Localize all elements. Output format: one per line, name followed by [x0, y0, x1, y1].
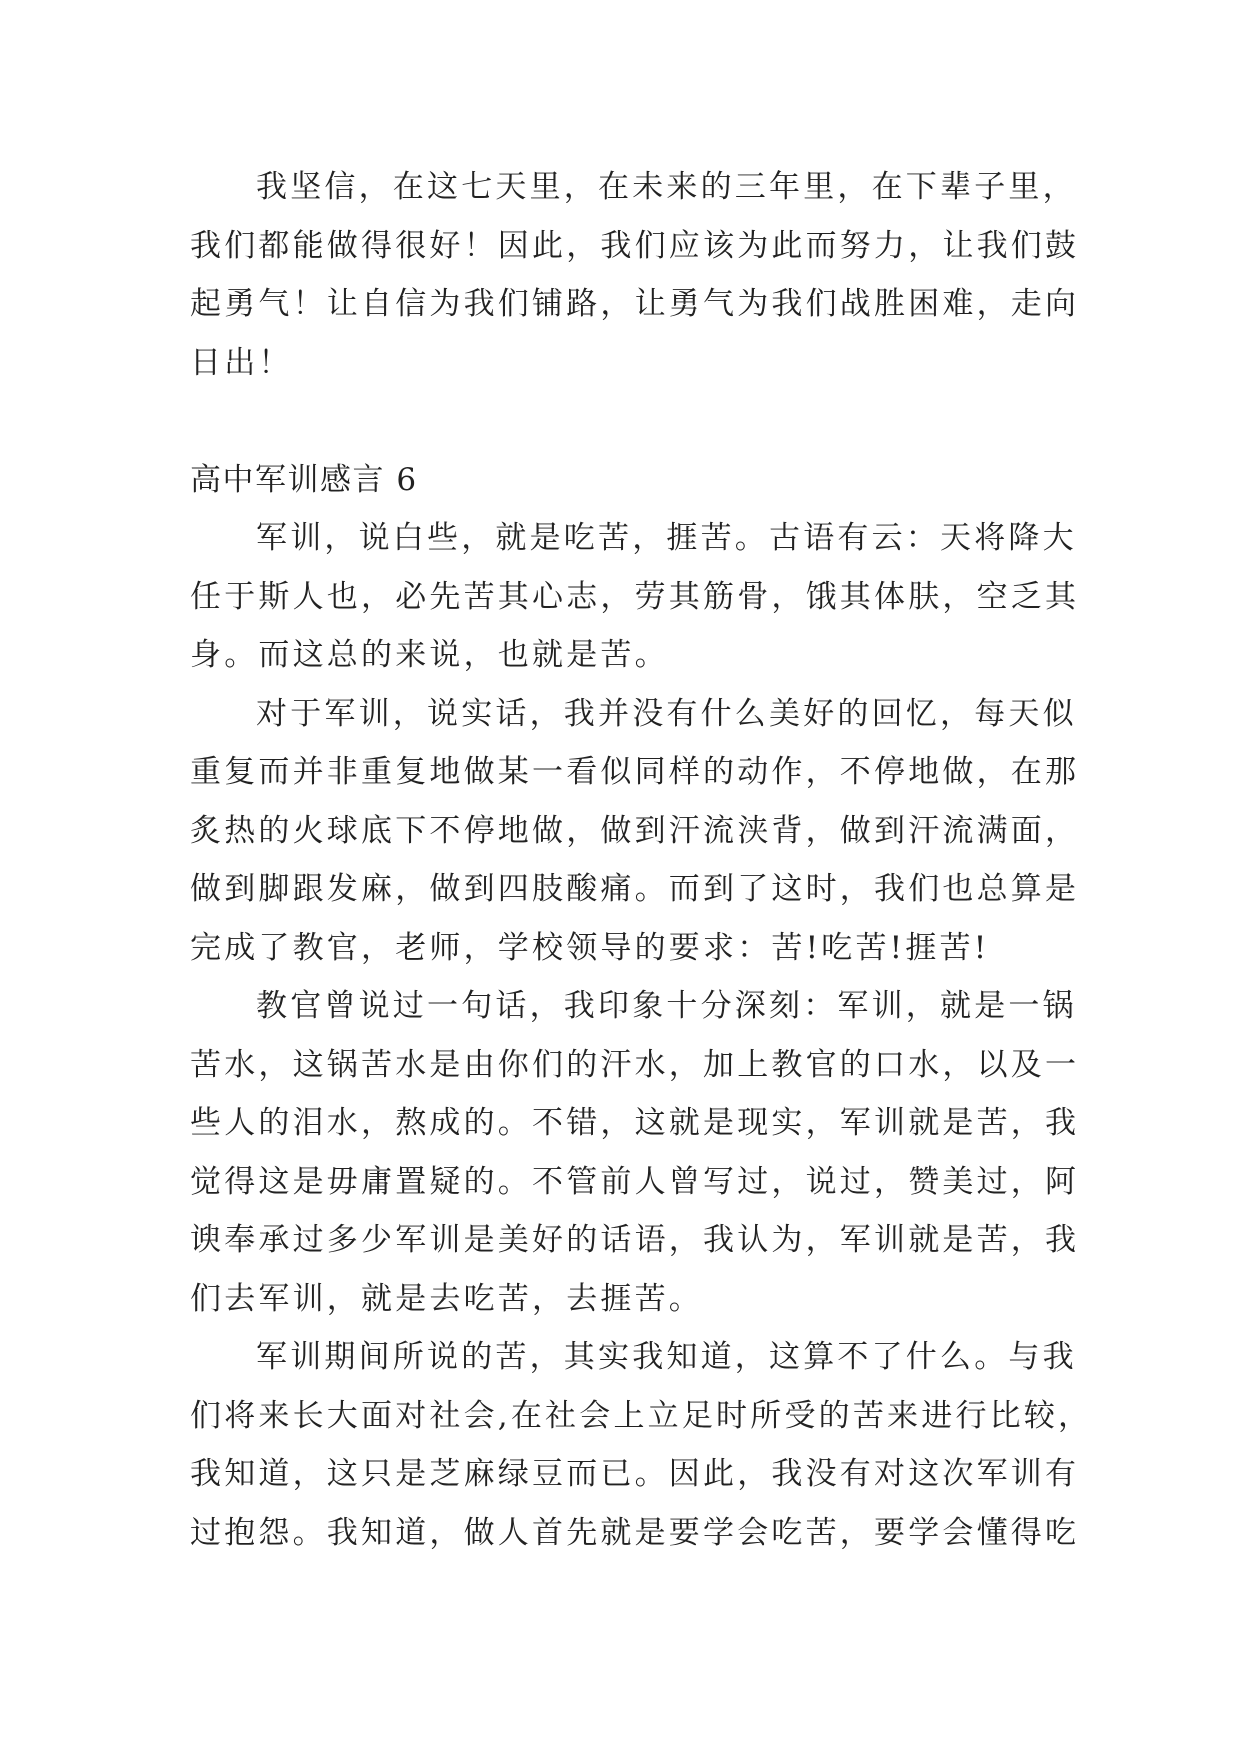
text-line: 觉得这是毋庸置疑的。不管前人曾写过，说过，赞美过，阿 [190, 1163, 1080, 1200]
text-line: 身。而这总的来说，也就是苦。 [190, 637, 669, 673]
text-line: 日出！ [190, 344, 293, 381]
text-line: 任于斯人也，必先苦其心志，劳其筋骨，饿其体肤，空乏其 [190, 578, 1080, 615]
text-line: 我坚信，在这七天里，在未来的三年里，在下辈子里， [256, 169, 1077, 205]
section-heading: 高中军训感言 6 [190, 461, 418, 498]
text-line: 些人的泪水，熬成的。不错，这就是现实，军训就是苦，我 [190, 1105, 1080, 1141]
text-line: 军训期间所说的苦，其实我知道，这算不了什么。与我 [256, 1339, 1077, 1375]
paragraph-1 [190, 509, 1080, 685]
text-line: 重复而并非重复地做某一看似同样的动作，不停地做，在那 [190, 754, 1080, 790]
text-line: 们将来长大面对社会,在社会上立足时所受的苦来进行比较， [190, 1397, 1093, 1434]
text-line: 们去军训，就是去吃苦，去捱苦。 [190, 1280, 703, 1317]
text-line: 对于军训，说实话，我并没有什么美好的回忆，每天似 [256, 695, 1077, 732]
text-line: 我们都能做得很好！因此，我们应该为此而努力，让我们鼓 [190, 227, 1080, 264]
text-line: 军训，说白些，就是吃苦，捱苦。古语有云：天将降大 [256, 520, 1077, 556]
blank-line [190, 392, 1070, 451]
document-body [190, 158, 1093, 1562]
text-line: 完成了教官，老师，学校领导的要求：苦!吃苦!捱苦! [190, 929, 990, 966]
paragraph-3 [190, 977, 1080, 1328]
paragraph-4 [190, 1328, 1093, 1562]
text-line: 教官曾说过一句话，我印象十分深刻：军训，就是一锅 [256, 988, 1077, 1024]
text-line: 炙热的火球底下不停地做，做到汗流浃背，做到汗流满面， [190, 812, 1080, 849]
text-line: 我知道，这只是芝麻绿豆而已。因此，我没有对这次军训有 [190, 1456, 1080, 1492]
text-line: 过抱怨。我知道，做人首先就是要学会吃苦，要学会懂得吃 [190, 1514, 1080, 1551]
intro-paragraph [190, 158, 1080, 392]
text-line: 起勇气！让自信为我们铺路，让勇气为我们战胜困难，走向 [190, 286, 1080, 322]
text-line: 谀奉承过多少军训是美好的话语，我认为，军训就是苦，我 [190, 1222, 1080, 1258]
text-line: 苦水，这锅苦水是由你们的汗水，加上教官的口水，以及一 [190, 1046, 1080, 1083]
paragraph-2 [190, 685, 1080, 978]
text-line: 做到脚跟发麻，做到四肢酸痛。而到了这时，我们也总算是 [190, 871, 1080, 907]
